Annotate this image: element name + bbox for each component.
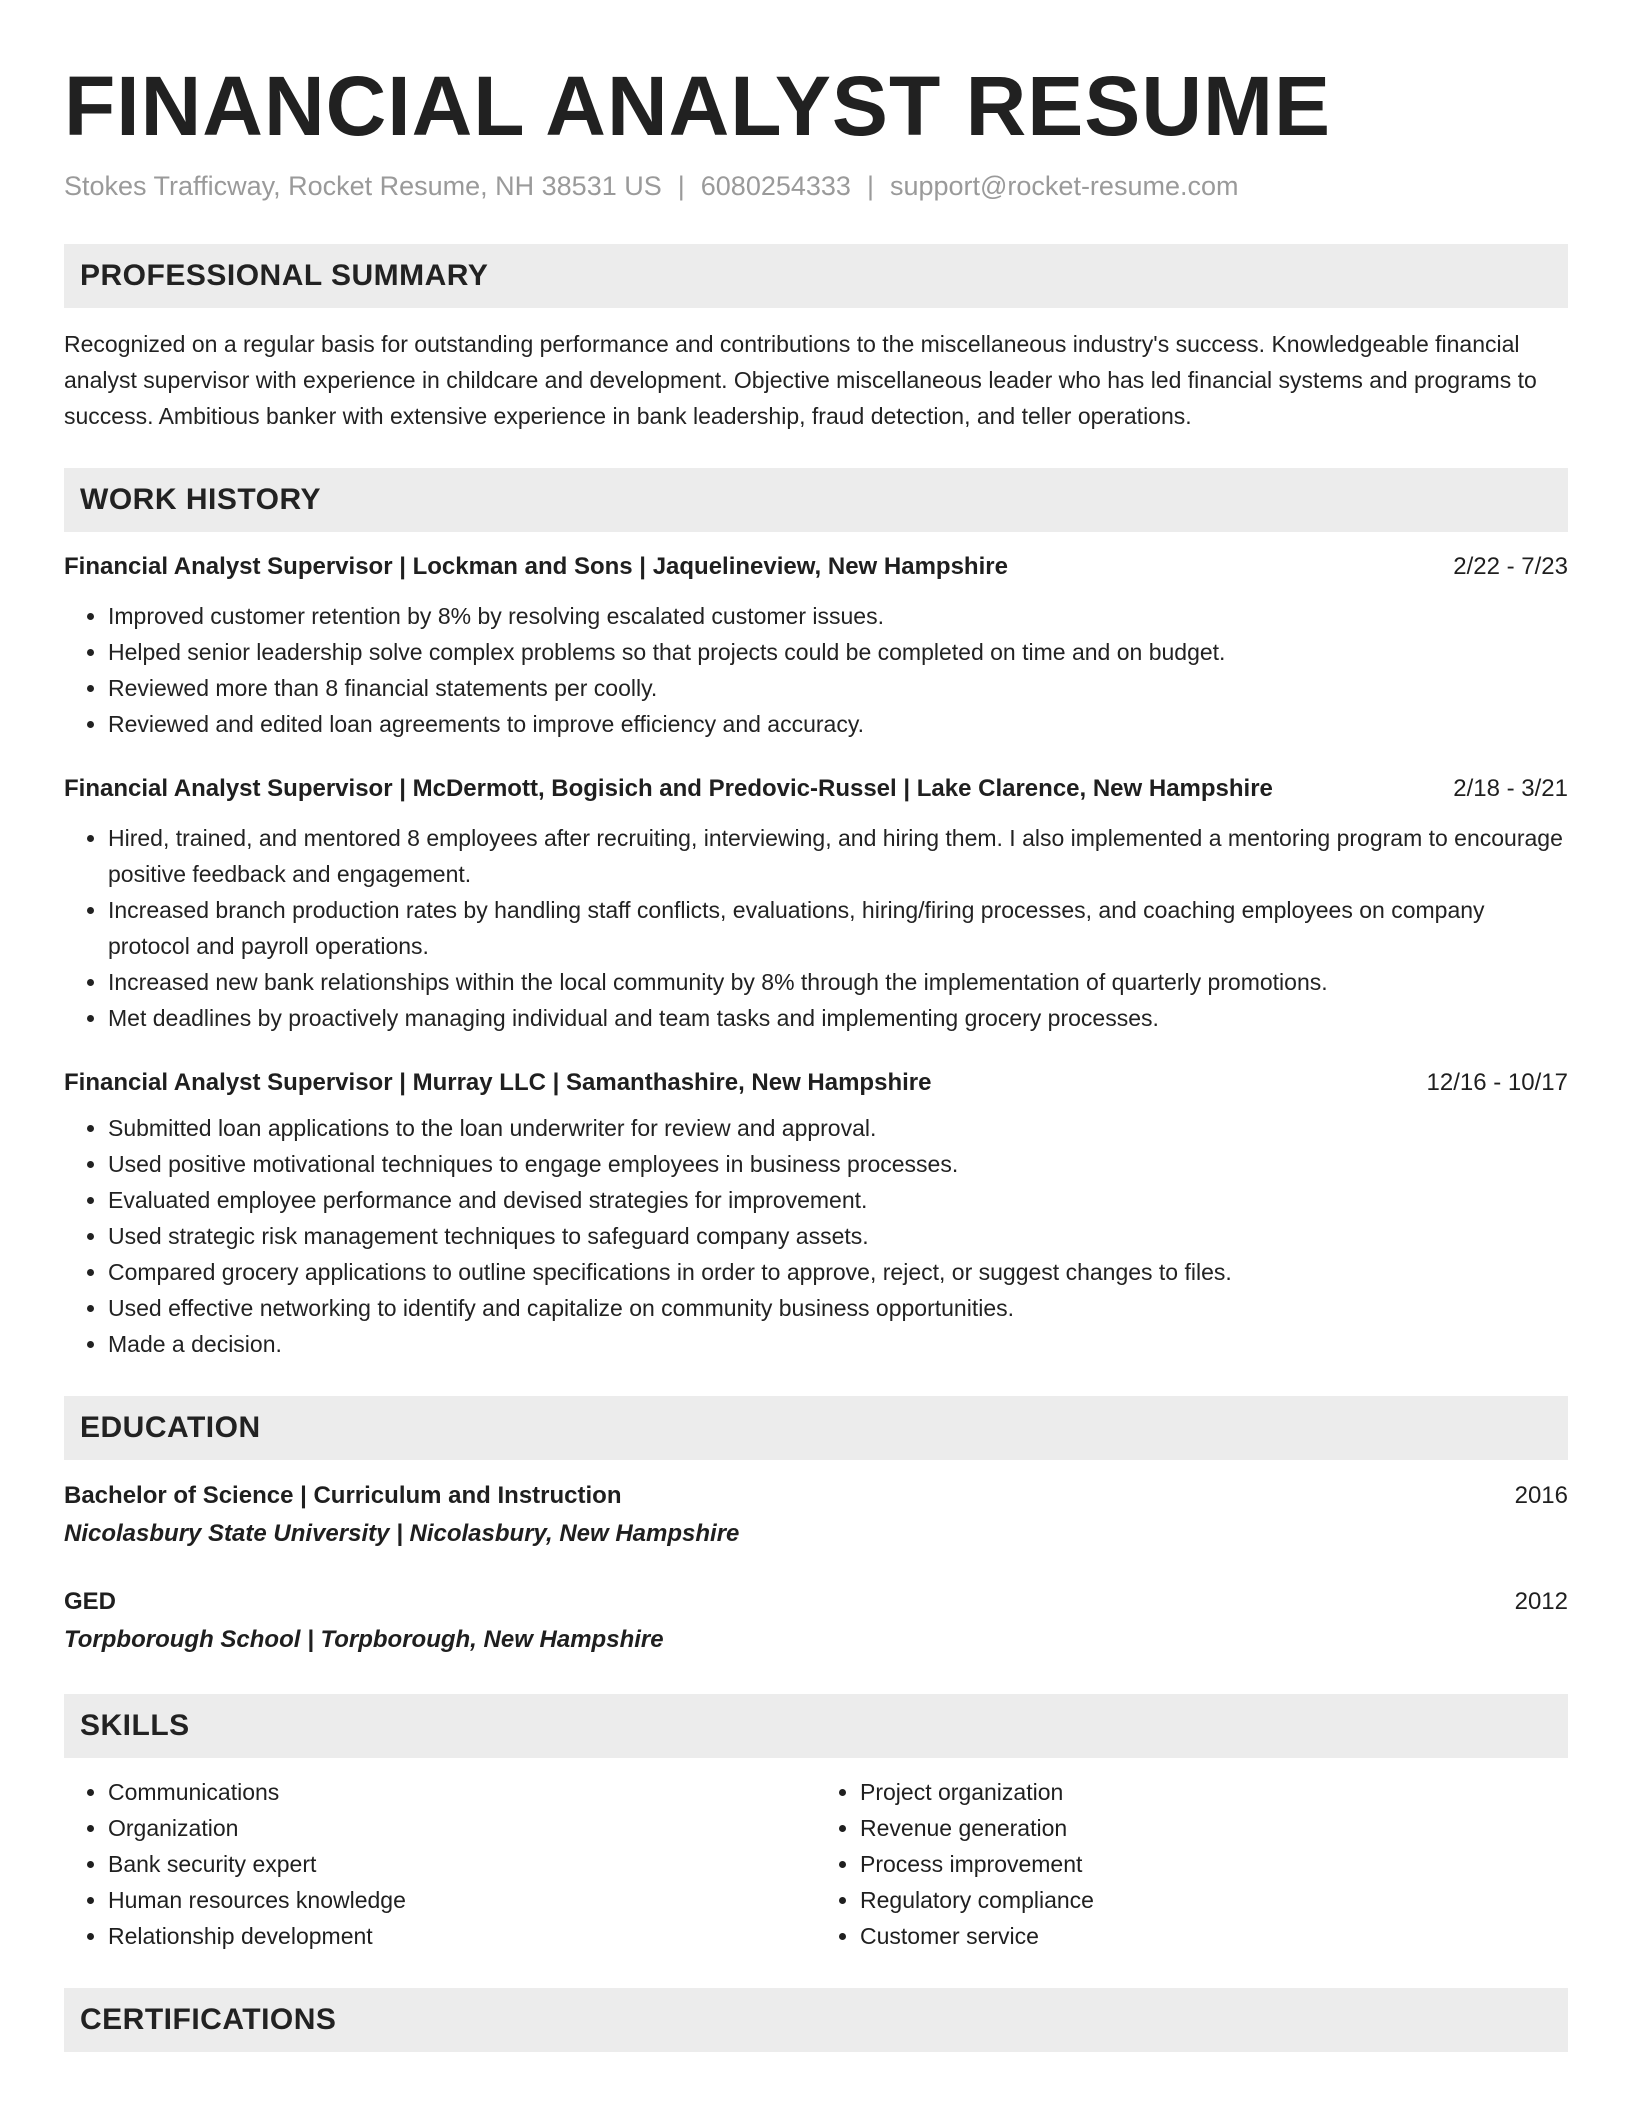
section-heading-work: WORK HISTORY [64, 468, 1568, 532]
job-title: Financial Analyst Supervisor | Murray LLC | Samanthashire, New Hampshire [64, 1069, 932, 1096]
job-bullet: • Evaluated employee performance and devised strategies for improvement. [108, 1182, 1568, 1218]
job-dates: 12/16 - 10/17 [1426, 1069, 1568, 1096]
skill-item: • Organization [108, 1810, 816, 1846]
job-dates: 2/22 - 7/23 [1453, 553, 1568, 580]
skills-column-right [816, 1774, 1568, 1954]
job-bullets [64, 598, 1568, 742]
job-bullets [64, 1110, 1568, 1362]
skill-item: • Relationship development [108, 1918, 816, 1954]
job-bullet: • Hired, trained, and mentored 8 employees after recruiting, interviewing, and hiring them. I also implemented a mentoring program to encourage positive feedback and engagement. [108, 820, 1568, 892]
skill-item: • Bank security expert [108, 1846, 816, 1882]
job-bullet: • Used strategic risk management techniques to safeguard company assets. [108, 1218, 1568, 1254]
skill-item: • Communications [108, 1774, 816, 1810]
job-bullet: • Increased branch production rates by handling staff conflicts, evaluations, hiring/firing processes, and coaching employees on company protocol and payroll operations. [108, 892, 1568, 964]
job-dates: 2/18 - 3/21 [1453, 775, 1568, 802]
skill-item: • Regulatory compliance [860, 1882, 1568, 1918]
skill-item: • Project organization [860, 1774, 1568, 1810]
job-title: Financial Analyst Supervisor | McDermott, Bogisich and Predovic-Russel | Lake Clarence, New Hampshire [64, 775, 1273, 802]
education-school: Torpborough School | Torpborough, New Hampshire [64, 1626, 664, 1653]
section-heading-certifications: CERTIFICATIONS [64, 1988, 1568, 2052]
education-entry [64, 1584, 1568, 1660]
job-entry [64, 772, 1568, 1036]
skill-item: • Customer service [860, 1918, 1568, 1954]
contact-line [64, 168, 1568, 204]
skill-item: • Revenue generation [860, 1810, 1568, 1846]
resume-title: FINANCIAL ANALYST RESUME [64, 59, 1331, 153]
skills-list [64, 1774, 1568, 1954]
job-bullet: • Compared grocery applications to outline specifications in order to approve, reject, or suggest changes to files. [108, 1254, 1568, 1290]
job-bullet: • Helped senior leadership solve complex problems so that projects could be completed on time and on budget. [108, 634, 1568, 670]
contact-address: Stokes Trafficway, Rocket Resume, NH 38531 US [64, 171, 662, 201]
education-school: Nicolasbury State University | Nicolasbury, New Hampshire [64, 1520, 740, 1547]
section-heading-education: EDUCATION [64, 1396, 1568, 1460]
contact-phone: 6080254333 [700, 171, 851, 201]
resume-page [64, 0, 1568, 2052]
job-bullet: • Met deadlines by proactively managing individual and team tasks and implementing grocery processes. [108, 1000, 1568, 1036]
job-bullet: • Improved customer retention by 8% by resolving escalated customer issues. [108, 598, 1568, 634]
job-entry [64, 550, 1568, 742]
job-bullet: • Made a decision. [108, 1326, 1568, 1362]
job-entry [64, 1066, 1568, 1362]
summary-text: Recognized on a regular basis for outstanding performance and contributions to the miscellaneous industry's success. Knowledgeable financial analyst supervisor with experience in childcare and development. Objective miscellaneous leader who has led financial systems and programs to success. Ambitious banker with extensive experience in bank leadership, fraud detection, and teller operations. [64, 331, 1537, 429]
section-heading-skills: SKILLS [64, 1694, 1568, 1758]
education-degree: GED [64, 1588, 117, 1615]
job-bullet: • Used positive motivational techniques to engage employees in business processes. [108, 1146, 1568, 1182]
contact-separator: | [866, 171, 874, 201]
education-degree: Bachelor of Science | Curriculum and Instruction [64, 1482, 622, 1509]
job-bullet: • Reviewed and edited loan agreements to improve efficiency and accuracy. [108, 706, 1568, 742]
job-bullet: • Submitted loan applications to the loan underwriter for review and approval. [108, 1110, 1568, 1146]
education-entry [64, 1478, 1568, 1554]
contact-separator: | [677, 171, 685, 201]
skill-item: • Process improvement [860, 1846, 1568, 1882]
skills-column-left [64, 1774, 816, 1954]
education-year: 2012 [1514, 1588, 1568, 1615]
job-bullets [64, 820, 1568, 1036]
job-title: Financial Analyst Supervisor | Lockman and Sons | Jaquelineview, New Hampshire [64, 553, 1008, 580]
job-bullet: • Reviewed more than 8 financial statements per coolly. [108, 670, 1568, 706]
skill-item: • Human resources knowledge [108, 1882, 816, 1918]
section-heading-summary: PROFESSIONAL SUMMARY [64, 244, 1568, 308]
job-bullet: • Increased new bank relationships within the local community by 8% through the implementation of quarterly promotions. [108, 964, 1568, 1000]
contact-email: support@rocket-resume.com [889, 171, 1239, 201]
education-year: 2016 [1514, 1482, 1568, 1509]
job-bullet: • Used effective networking to identify and capitalize on community business opportunities. [108, 1290, 1568, 1326]
